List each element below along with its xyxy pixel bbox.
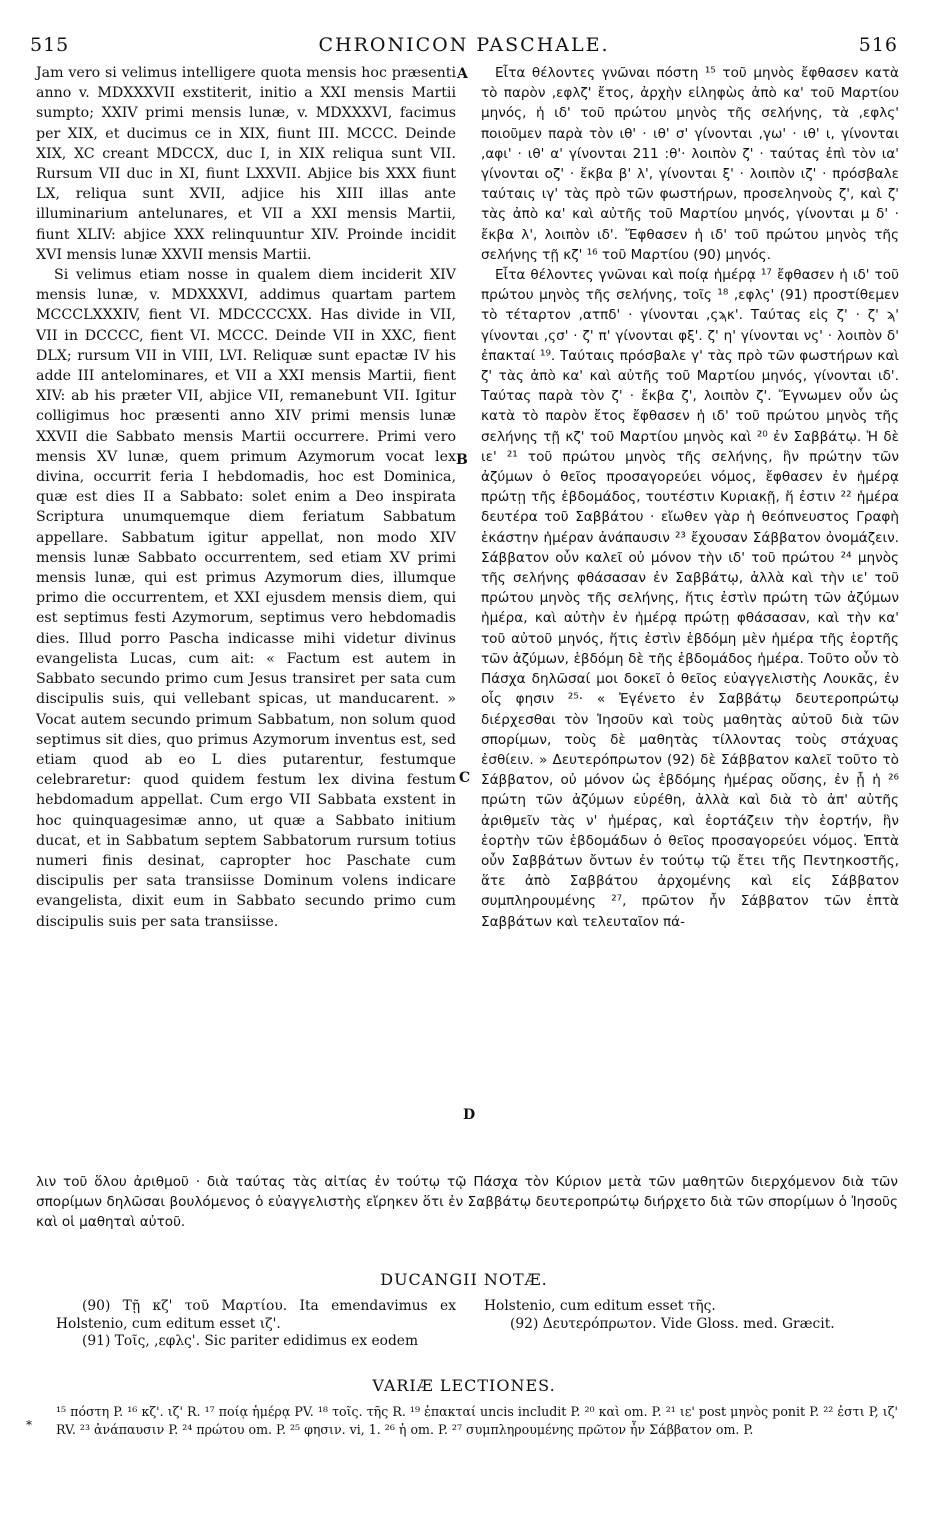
section-marker-a: A (457, 66, 468, 82)
page-header (30, 34, 898, 60)
section-marker-c: C (459, 770, 471, 786)
notes-left-column (56, 1298, 456, 1351)
greek-paragraph: Εἶτα θέλοντες γνῶναι καὶ ποίᾳ ἡμέρᾳ ¹⁷ ἔφθασεν ἡ ιδ' τοῦ πρώτου μηνὸς τῆς σελήνης, τοῖς ¹⁸ ,εφλς' (91) προστίθεμεν τὸ τέταρτον ,ατπδ' · γίνονται ,ςϡκ'. Ταύτας εἰς ζ' · ζ' ϡ' γίνονται ,ςσ' · ζ' π' γίνονται φξ'. ζ' η' γίνονται νς' · λοιπὸν δ' ἐπακταί ¹⁹. Ταύταις πρόσβαλε γ' τὰς πρὸ τῶν φωστήρων καὶ ζ' τὰς ἀπὸ κα' καὶ αὐτῆς τοῦ Μαρτίου μηνός, γίνονται ιδ'. Ταύτας παρὰ τὸν ζ' · ἔκβα ζ', λοιπὸν ζ'. Ἔγνωμεν οὖν ὡς κατὰ τὸ παρὸν ἔτος ἔφθασεν ἡ ιδ' τοῦ πρώτου μηνὸς τῆς σελήνης τῇ κζ' τοῦ Μαρτίου μηνὸς καὶ ²⁰ ἐν Σαββάτῳ. Ἡ δὲ ιε' ²¹ τοῦ πρώτου μηνὸς τῆς σελήνης, ἣν πρώτην τῶν ἀζύμων ὁ θεῖος προσαγορεύει νόμος, ἔφθασεν ἐν ἡμέρᾳ πρώτῃ τῆς ἑβδομάδος, τουτέστιν Κυριακῇ, ἥ ἐστιν ²² ἡμέρα δευτέρα τοῦ Σαββάτου · εἴωθεν γὰρ ἡ θεόπνευστος Γραφὴ ἑκάστην ἡμέραν ἀνάπαυσιν ²³ ἔχουσαν Σάββατον ὀνομάζειν. Σάββατον οὖν καλεῖ οὐ μόνον τὴν ιδ' τοῦ πρώτου ²⁴ μηνὸς τῆς σελήνης φθάσασαν ἐν Σαββάτῳ, ἀλλὰ καὶ τὴν ιε' τοῦ πρώτου μηνὸς τῆς σελήνης, ἥτις ἐστὶν πρώτη τῶν ἀζύμων ἡμέρα, καὶ αὐτὴν ἐν ἡμέρᾳ πρώτῃ φθάσασαν, καὶ τὴν κα' τοῦ αὐτοῦ μηνός, ἥτις ἐστὶν ἑβδόμη μὲν ἡμέρα τῆς ἑορτῆς τῶν ἀζύμων, ἑβδόμη δὲ τῆς ἑβδομάδος ἡμέρα. Τοῦτο οὖν τὸ Πάσχα δηλῶσαί μοι δοκεῖ ὁ θεῖος εὐαγγελιστὴς Λουκᾶς, ἐν οἷς φησιν ²⁵· « Ἐγένετο ἐν Σαββάτῳ δευτεροπρώτῳ διέρχεσθαι τὸν Ἰησοῦν καὶ τοὺς μαθητὰς αὐτοῦ διὰ τῶν σπορίμων, τοὺς δὲ μαθητὰς τίλλοντας τοὺς στάχυας ἐσθίειν. » Δευτερόπρωτον (92) δὲ Σάββατον καλεῖ τοῦτο τὸ Σάββατον, οὐ μόνον ὡς ἑβδόμης ἡμέρας οὔσης, ἐν ᾗ ἡ ²⁶ πρώτη τῶν ἀζύμων εὑρέθη, ἀλλὰ καὶ διὰ τὸ ἀπ' αὐτῆς ἀριθμεῖν τὰς ν' ἡμέρας, καὶ ἑορτάζειν τὴν ἑορτήν, ἣν ἑορτὴν τῶν ἑβδομάδων ὁ θεῖος προσαγορεύει νόμος. Ἑπτὰ οὖν Σαββάτων ὄντων ἐν τούτῳ τῷ ἔτει τῆς Πεντηκοστῆς, ἅτε ἀπὸ Σαββάτου ἀρχομένης καὶ εἰς Σάββατον συμπληρουμένης ²⁷, πρῶτον ἦν Σάββατον τῶν ἑπτὰ Σαββάτων καὶ τελευταῖον πά- (481, 267, 899, 930)
variae-title: VARIÆ LECTIONES. (372, 1376, 556, 1395)
section-marker-d: D (463, 1107, 476, 1123)
margin-mark: * (26, 1418, 32, 1432)
note-item: (91) Τοῖς, ,εφλς'. Sic pariter edidimus ex eodem (82, 1333, 419, 1349)
section-marker-b: B (456, 452, 468, 468)
note-item: (92) Δευτερόπρωτον. Vide Gloss. med. Græcit. (510, 1315, 835, 1332)
notes-right-column (484, 1298, 898, 1333)
page-number-left: 515 (30, 34, 70, 56)
notes-title: DUCANGII NOTÆ. (380, 1270, 548, 1289)
variae-text: ¹⁵ πόστη P. ¹⁶ κζ'. ιζ' R. ¹⁷ ποίᾳ ἡμέρᾳ PV. ¹⁸ τοῖς. τῆς R. ¹⁹ ἐπακταί uncis includit P. ²⁰ καὶ om. P. ²¹ ιε' post μηνὸς ponit P. ²² ἐστι P, ιζ' RV. ²³ ἀνάπαυσιν P. ²⁴ πρώτου om. P. ²⁵ φησιν. vi, 1. ²⁶ ἡ om. P. ²⁷ συμπληρουμένης πρῶτον ἦν Σάββατον om. P. (56, 1404, 898, 1437)
page-number-right: 516 (858, 34, 898, 56)
greek-paragraph: Εἶτα θέλοντες γνῶναι πόστη ¹⁵ τοῦ μηνὸς ἔφθασεν κατὰ τὸ παρὸν ,εφλζ' ἔτος, ἀρχὴν εἰληφὼς ἀπὸ κα' τοῦ Μαρτίου μηνός, ἡ ιδ' τοῦ πρώτου μηνὸς τῆς σελήνης, τὰ ,εφλς' ποιοῦμεν παρὰ τὸν ιθ' · ιθ' σ' γίνονται ,γω' · ιθ' ι, γίνονται ,αφι' · ιθ' α' γίνονται 211 :θ'· λοιπὸν ζ' · ταύτας ἐπὶ τὸν ια' γίνονται οζ' · ἔκβα β' λ', γίνονται ξ' · λοιπὸν ιζ' · πρόσβαλε ταύταις ιγ' τὰς πρὸ τῶν φωστήρων, προσεληνοὺς ζ', καὶ ζ' τὰς ἀπὸ κα' καὶ αὐτῆς τοῦ Μαρτίου μηνός, γίνονται μ δ' · ἔκβα λ', λοιπὸν ιδ'. Ἔφθασεν ἡ ιδ' τοῦ πρώτου μηνὸς τῆς σελήνης τῇ κζ' ¹⁶ τοῦ Μαρτίου (90) μηνός. (481, 65, 899, 263)
note-item: (90) Τῇ κζ' τοῦ Μαρτίου. Ita emendavimus ex Holstenio, cum editum esset ιζ'. (56, 1298, 456, 1332)
note-item: Holstenio, cum editum esset τῆς. (484, 1298, 716, 1314)
greek-continuation: λιν τοῦ ὅλου ἀριθμοῦ · διὰ ταύτας τὰς αἰτίας ἐν τούτῳ τῷ Πάσχα τὸν Κύριον μετὰ τῶν μαθητῶν διερχόμενον διὰ τῶν σπορίμων δηλῶσαι βουλόμενος ὁ εὐαγγελιστὴς εἴρηκεν ὅτι ἐν Σαββάτῳ δευτεροπρώτῳ διήρχετο διὰ τῶν σπορίμων ὁ Ἰησοῦς καὶ οἱ μαθηταὶ αὐτοῦ. (36, 1174, 898, 1231)
latin-paragraph: Si velimus etiam nosse in qualem diem inciderit XIV mensis lunæ, v. MDXXXVI, addimus quartam partem MCCCLXXXIV, fient VI. MDCCCCXX. Has divide in VII, VII in DCCCC, fient VI. MCCC. Deinde VII in XXC, fient DLX; rursum VII in VIII, LVI. Reliquæ sunt epactæ IV his adde III antelominares, et VII a XXI mensis Martii, fient XIV: ab his præter VII, abjice VII, remanebunt VII. Igitur colligimus hoc præsenti anno XIV primi mensis lunæ XXVII die Sabbato mensis Martii occurrere. Primi vero mensis XV lunæ, quem primum Azymorum vocat lex divina, occurrit feria I hebdomadis, hoc est Dominica, quæ est dies II a Sabbato: solet enim a Deo inspirata Scriptura unumquemque diem feriatum Sabbatum appellare. Sabbatum igitur appellat, non modo XIV mensis lunæ Sabbato occurrentem, sed etiam XV primi mensis lunæ, qui est primus Azymorum dies, illumque primo die occurrentem, et XXI ejusdem mensis diem, qui est septimus festi Azymorum, septimus vero hebdomadis dies. Illud porro Pascha indicasse mihi videtur divinus evangelista Lucas, cum ait: « Factum est autem in Sabbato secundo primo cum Jesus transiret per sata cum discipulis suis, qui vellebant spicas, ut manducarent. » Vocat autem secundo primum Sabbatum, non solum quod septimus sit dies, quo primus Azymorum inventus est, sed etiam quod ab eo L dies putarentur, festumque celebraretur: quod quidem festum lex divina festum hebdomadum appellat. Cum ergo VII Sabbata exstent in hoc quinquagesimæ anno, ut quæ a Sabbato initium ducat, et in Sabbatum septem Sabbatorum rursum totius numeri finis desinat, capropter hoc Paschate cum discipulis per sata transiisse Dominum volens indicare evangelista, dixit eum in Sabbato secundo primo cum discipulis suis per sata transiisse. (36, 267, 456, 930)
latin-paragraph: Jam vero si velimus intelligere quota mensis hoc præsenti anno v. MDXXXVII exstiterit, initio a XXI mensis Martii sumpto; XXIV primi mensis lunæ, v. MDXXXVI, facimus per XIX, et ducimus ce in XIX, fiunt III. MCCC. Deinde XIX, XC creant MDCCX, duc I, in XIX reliqua sunt VII. Rursum VII duc in XI, fiunt LXXVII. Abjice bis XXX fiunt LX, reliqua sunt XVII, adjice his XIII illas ante illuminarium antelunares, et VII a XXI mensis Martii, fiunt XLIV: abjice XXX relinquuntur XIV. Proinde incidit XVI mensis lunæ XXVII mensis Martii. (36, 65, 456, 263)
greek-column (481, 63, 899, 932)
latin-column (36, 63, 456, 932)
running-title: CHRONICON PASCHALE. (318, 34, 610, 56)
